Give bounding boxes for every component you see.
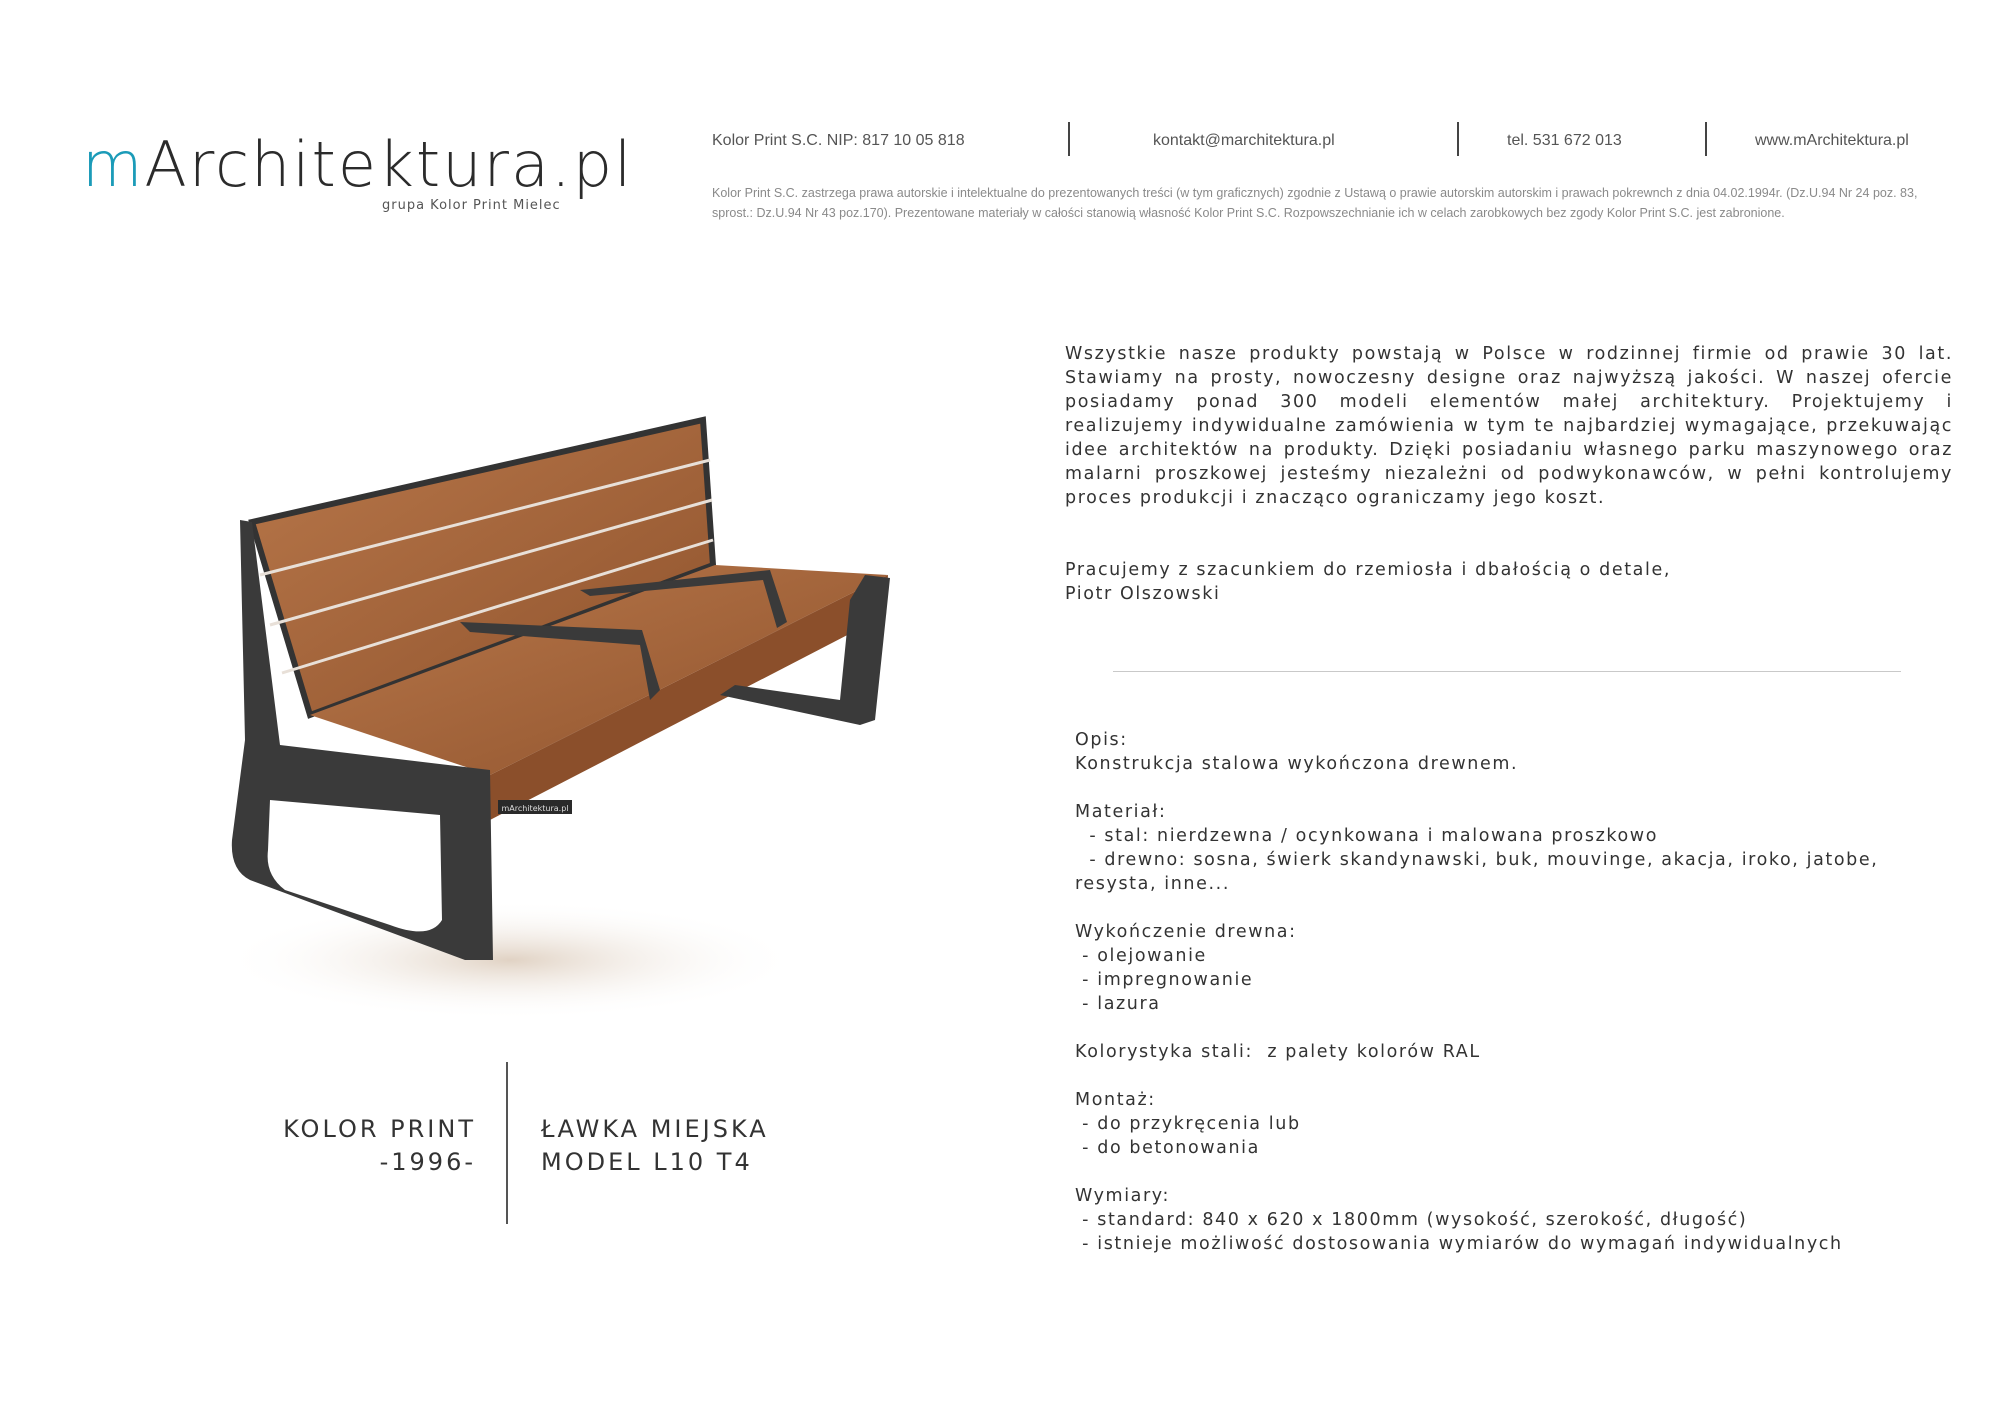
steel-color-line: Kolorystyka stali: z palety kolorów RAL bbox=[1075, 1042, 1481, 1062]
contact-separator bbox=[1457, 122, 1459, 156]
phone-link[interactable]: tel. 531 672 013 bbox=[1507, 132, 1622, 149]
opis-heading: Opis: bbox=[1075, 730, 1128, 750]
caption-separator bbox=[506, 1062, 508, 1224]
dims-heading: Wymiary: bbox=[1075, 1186, 1170, 1206]
spacer bbox=[1075, 776, 1955, 800]
contact-separator bbox=[1068, 122, 1070, 156]
email-link[interactable]: kontakt@marchitektura.pl bbox=[1153, 132, 1335, 149]
caption-product bbox=[541, 1113, 941, 1179]
contact-separator bbox=[1705, 122, 1707, 156]
caption-brand bbox=[200, 1113, 476, 1179]
intro-signature bbox=[1065, 558, 1953, 606]
caption-product-name: ŁAWKA MIEJSKA bbox=[541, 1115, 769, 1143]
spacer bbox=[1075, 1064, 1955, 1088]
logo-wordmark bbox=[82, 128, 642, 201]
spacer bbox=[1075, 896, 1955, 920]
bench-shadow bbox=[220, 900, 800, 1020]
dims-item: - standard: 840 x 620 x 1800mm (wysokość, szerokość, długość) bbox=[1075, 1210, 1748, 1230]
dims-item: - istnieje możliwość dostosowania wymiarów do wymagań indywidualnych bbox=[1075, 1234, 1843, 1254]
mount-heading: Montaż: bbox=[1075, 1090, 1156, 1110]
opis-text: Konstrukcja stalowa wykończona drewnem. bbox=[1075, 754, 1519, 774]
section-divider bbox=[1113, 671, 1901, 672]
spacer bbox=[1075, 1016, 1955, 1040]
caption-brand-name: KOLOR PRINT bbox=[283, 1115, 476, 1143]
logo-subtitle: grupa Kolor Print Mielec bbox=[382, 198, 561, 213]
logo-accent-letter: m bbox=[82, 128, 145, 201]
brand-logo bbox=[82, 128, 642, 238]
finish-item: - impregnowanie bbox=[1075, 970, 1254, 990]
material-heading: Materiał: bbox=[1075, 802, 1167, 822]
intro-paragraph: Wszystkie nasze produkty powstają w Polsce w rodzinnej firmie od prawie 30 lat. Stawiamy na prosty, nowoczesny designe oraz najwyższą jakości. W naszej ofercie posiadamy ponad 300 modeli elementów małej architektury. Projektujemy i realizujemy indywidualne zamówienia w tym te najbardziej wymagające, przekuwając idee architektów na produkty. Dzięki posiadaniu własnego parku maszynowego oraz malarni proszkowej jesteśmy niezależni od podwykonawców, w pełni kontrolujemy proces produkcji i znacząco ograniczamy jego koszt. bbox=[1065, 344, 1953, 508]
material-item: - drewno: sosna, świerk skandynawski, buk, mouvinge, akacja, iroko, jatobe, resysta, inne... bbox=[1075, 850, 1886, 894]
caption-model: MODEL L10 T4 bbox=[541, 1148, 753, 1176]
bench-badge-text: mArchitektura.pl bbox=[501, 804, 569, 813]
website-link[interactable]: www.mArchitektura.pl bbox=[1755, 132, 1909, 149]
intro-closing: Pracujemy z szacunkiem do rzemiosła i dbałością o detale, bbox=[1065, 560, 1671, 580]
caption-year: -1996- bbox=[379, 1148, 476, 1176]
mount-item: - do betonowania bbox=[1075, 1138, 1260, 1158]
company-info: Kolor Print S.C. NIP: 817 10 05 818 bbox=[712, 132, 965, 149]
finish-item: - lazura bbox=[1075, 994, 1161, 1014]
logo-main-text: Architektura.pl bbox=[144, 128, 634, 201]
company-intro bbox=[1065, 342, 1953, 510]
finish-item: - olejowanie bbox=[1075, 946, 1207, 966]
bench-product-image bbox=[210, 400, 910, 1040]
product-specs bbox=[1075, 728, 1955, 1256]
contact-bar bbox=[712, 128, 1952, 164]
finish-heading: Wykończenie drewna: bbox=[1075, 922, 1297, 942]
intro-author: Piotr Olszowski bbox=[1065, 584, 1221, 604]
mount-item: - do przykręcenia lub bbox=[1075, 1114, 1301, 1134]
copyright-notice: Kolor Print S.C. zastrzega prawa autorskie i intelektualne do prezentowanych treści (w tym graficznych) zgodnie z Ustawą o prawie autorskim autorskim i prawach pokrewnch z dnia 04.02.1994r. (Dz.U.94 Nr 24 poz. 83, sprost.: Dz.U.94 Nr 43 poz.170). Prezentowane materiały w całości stanowią własność Kolor Print S.C. Rozpowszechnianie ich w celach zarobkowych bez zgody Kolor Print S.C. jest zabronione. bbox=[712, 186, 1918, 220]
material-item: - stal: nierdzewna / ocynkowana i malowana proszkowo bbox=[1075, 826, 1658, 846]
spacer bbox=[1075, 1160, 1955, 1184]
